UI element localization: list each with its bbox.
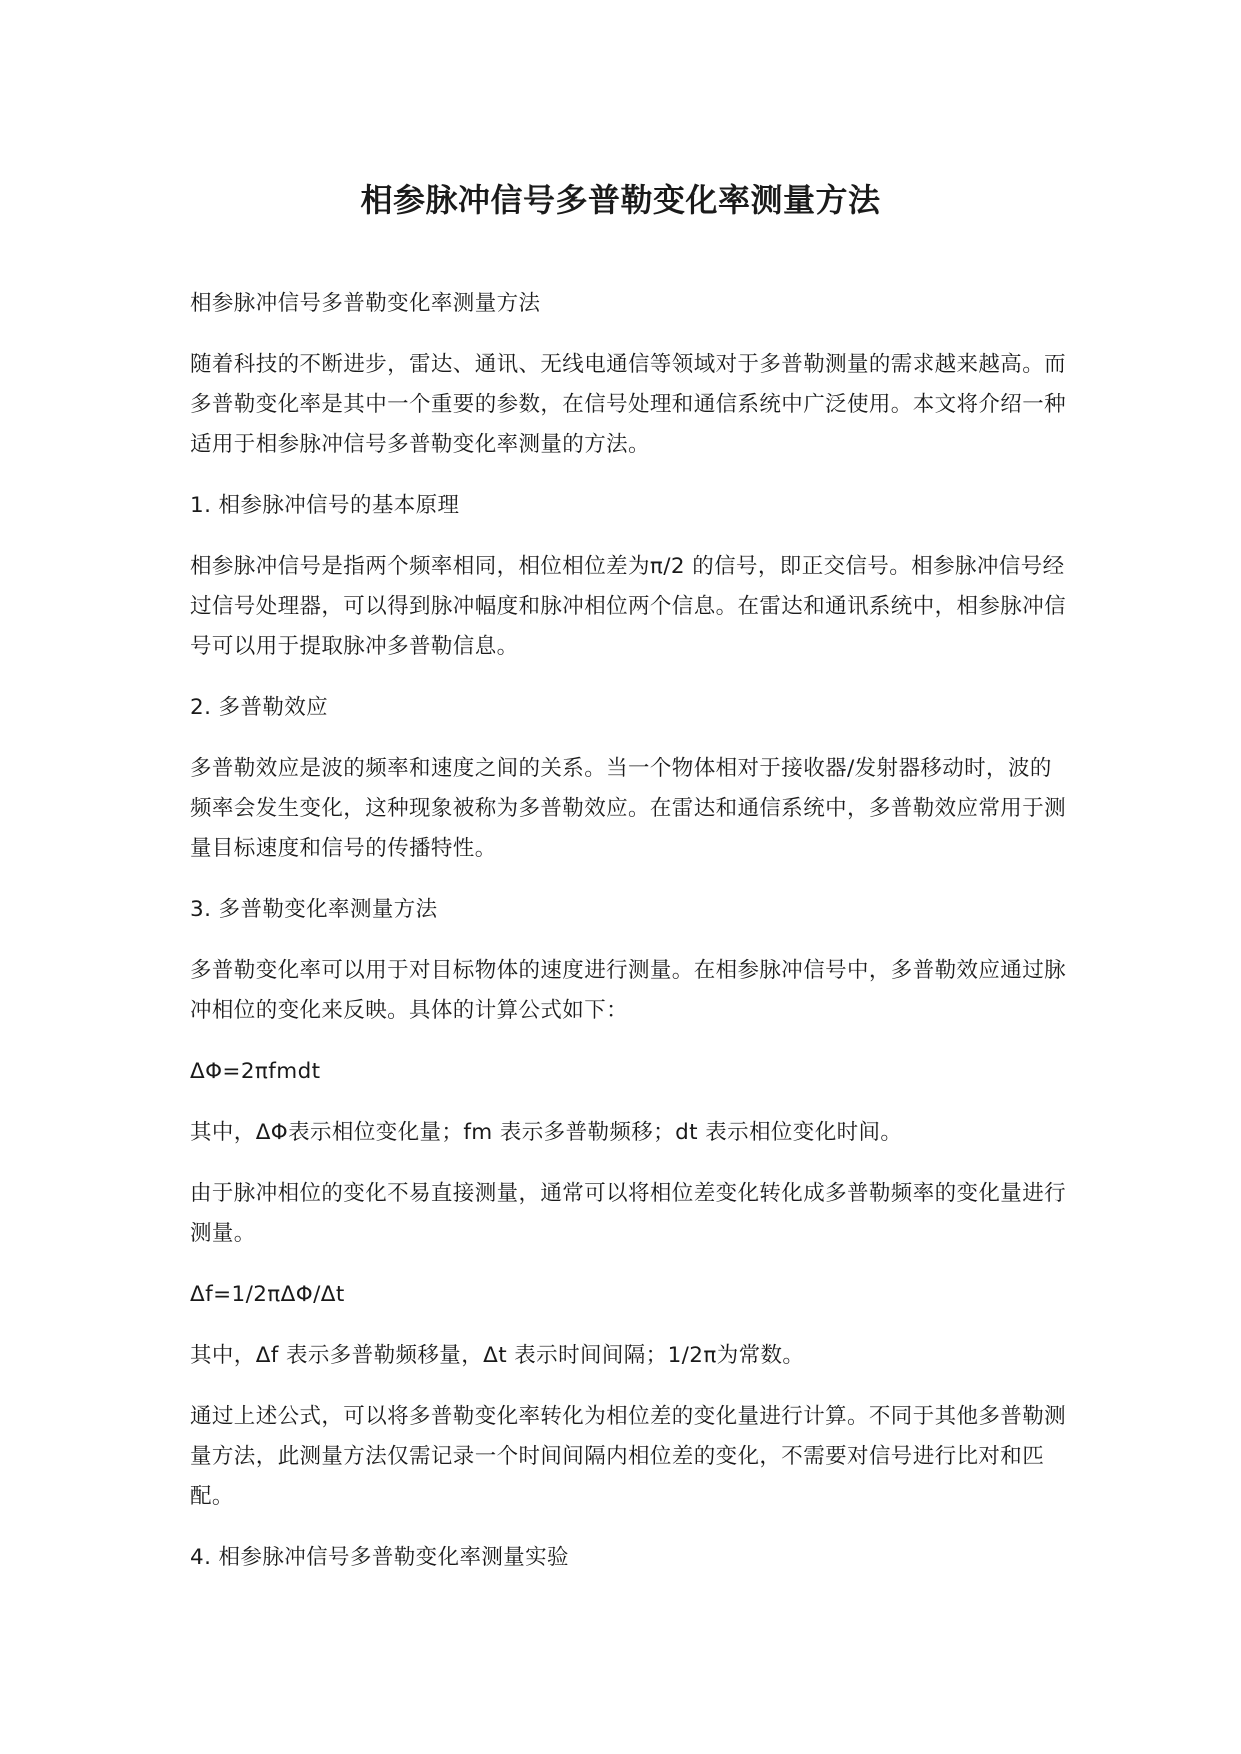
section-3-paragraph: 多普勒变化率可以用于对目标物体的速度进行测量。在相参脉冲信号中，多普勒效应通过脉冲相位的变化来反映。具体的计算公式如下： xyxy=(190,958,1067,1023)
section-heading-2: 2. 多普勒效应 xyxy=(190,695,329,720)
intro-paragraph: 随着科技的不断进步，雷达、通讯、无线电通信等领域对于多普勒测量的需求越来越高。而多普勒变化率是其中一个重要的参数，在信号处理和通信系统中广泛使用。本文将介绍一种适用于相参脉冲信号多普勒变化率测量的方法。 xyxy=(190,352,1067,457)
document-body xyxy=(190,284,1070,1599)
formula-doppler-shift: Δf=1/2πΔΦ/Δt xyxy=(190,1282,345,1307)
formula-2-explanation: 其中，Δf 表示多普勒频移量，Δt 表示时间间隔；1/2π为常数。 xyxy=(190,1343,805,1368)
section-1-paragraph: 相参脉冲信号是指两个频率相同，相位相位差为π/2 的信号，即正交信号。相参脉冲信号经过信号处理器，可以得到脉冲幅度和脉冲相位两个信息。在雷达和通讯系统中，相参脉冲信号可以用于提取脉冲多普勒信息。 xyxy=(190,554,1067,659)
subtitle-paragraph: 相参脉冲信号多普勒变化率测量方法 xyxy=(190,291,541,316)
conversion-paragraph: 由于脉冲相位的变化不易直接测量，通常可以将相位差变化转化成多普勒频率的变化量进行测量。 xyxy=(190,1181,1067,1246)
document-title: 相参脉冲信号多普勒变化率测量方法 xyxy=(360,181,881,219)
section-heading-3: 3. 多普勒变化率测量方法 xyxy=(190,897,438,922)
section-heading-1: 1. 相参脉冲信号的基本原理 xyxy=(190,493,460,518)
section-2-paragraph: 多普勒效应是波的频率和速度之间的关系。当一个物体相对于接收器/发射器移动时，波的频率会发生变化，这种现象被称为多普勒效应。在雷达和通信系统中，多普勒效应常用于测量目标速度和信号的传播特性。 xyxy=(190,756,1067,861)
formula-1-explanation: 其中，ΔΦ表示相位变化量；fm 表示多普勒频移；dt 表示相位变化时间。 xyxy=(190,1120,903,1145)
formula-phase-change: ΔΦ=2πfmdt xyxy=(190,1059,321,1084)
section-heading-4: 4. 相参脉冲信号多普勒变化率测量实验 xyxy=(190,1545,569,1570)
method-summary-paragraph: 通过上述公式，可以将多普勒变化率转化为相位差的变化量进行计算。不同于其他多普勒测量方法，此测量方法仅需记录一个时间间隔内相位差的变化，不需要对信号进行比对和匹配。 xyxy=(190,1404,1067,1509)
